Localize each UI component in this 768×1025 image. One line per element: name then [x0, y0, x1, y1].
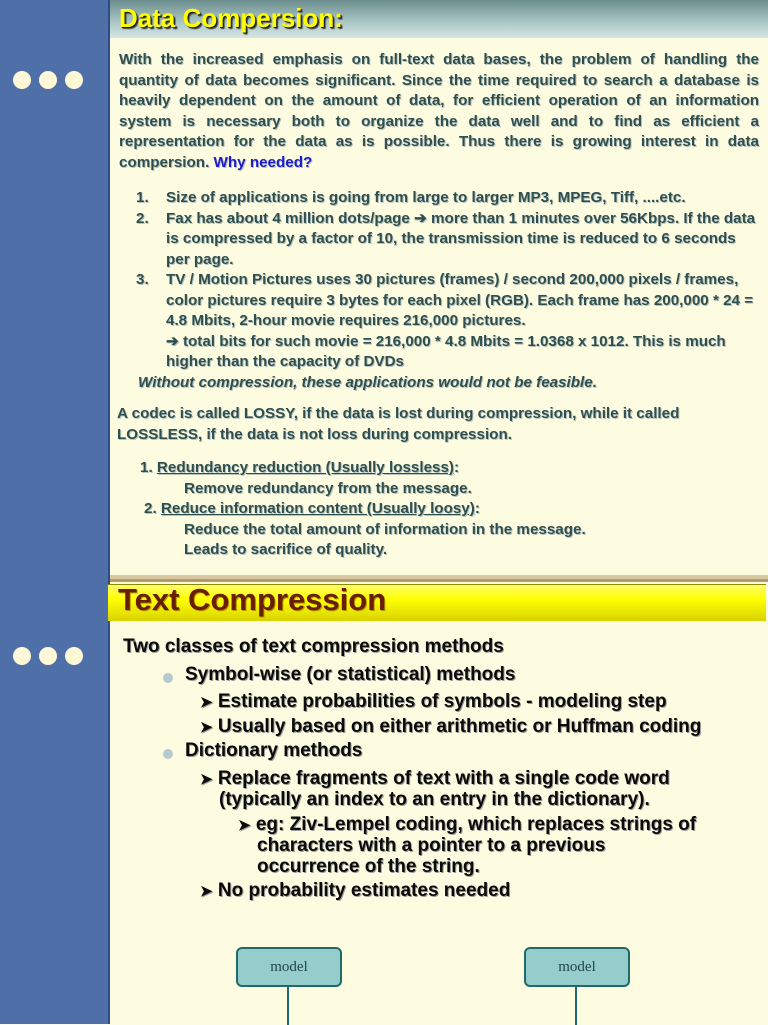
reason-number: 2.: [136, 209, 149, 227]
arrow-bullet-icon: ➤: [200, 694, 213, 711]
sidebar: [0, 0, 108, 1024]
reason-number: 3.: [136, 271, 149, 288]
dot-icon: [39, 647, 57, 665]
reason-text: Size of applications is going from large to larger MP3, MPEG, Tiff, ....etc.: [166, 189, 686, 206]
class1-point-text: Estimate probabilities of symbols - modeling step: [217, 691, 667, 712]
class2-subpoint-cont: characters with a pointer to a previous: [257, 835, 606, 856]
class2-point: [200, 768, 670, 790]
bullet-icon: [163, 749, 173, 759]
method-title: Redundancy reduction (Usually lossless): [156, 459, 454, 476]
slide2-bullet-dots: [13, 647, 83, 665]
codec-definition: A codec is called LOSSY, if the data is lost during compression, while it called LOSSLESS, if the data is not loss during compression.: [117, 405, 680, 443]
reasons-list: [132, 188, 758, 393]
arrow-bullet-icon: ➤: [238, 817, 251, 834]
class1-point-text: Usually based on either arithmetic or Huffman coding: [217, 716, 702, 737]
method-number: 1.: [140, 459, 153, 476]
method-title: Reduce information content (Usually loosy): [160, 500, 475, 517]
reason-item: [132, 209, 758, 271]
reason-number: 1.: [136, 189, 149, 206]
arrow-bullet-icon: ➤: [200, 719, 213, 736]
dot-icon: [65, 647, 83, 665]
reason-text: TV / Motion Pictures uses 30 pictures (frames) / second 200,000 pixels / frames, color pictures require 3 bytes for each pixel (RGB). Each frame has 200,000 * 24 = 4.8 Mbits, 2-hour movie requires 216,000 pictures.: [166, 271, 754, 329]
method-item: 1. Redundancy reduction (Usually lossless):: [140, 459, 460, 476]
connector-line: [287, 985, 289, 1025]
class2-subpoint-text: eg: Ziv-Lempel coding, which replaces strings of: [255, 814, 697, 835]
intro-text: With the increased emphasis on full-text data bases, the problem of handling the quantity of data becomes significant. Since the time required to search a database is heavily dependent on the amount of data, for efficient operation of an information system is necessary both to organize the data well and to find as efficient a representation for the data as is possible. Thus there is growing interest in data compersion.: [119, 51, 759, 171]
method-item: 2. Reduce information content (Usually loosy):: [144, 500, 480, 517]
model-box-right: model: [524, 947, 630, 987]
slide1-bullet-dots: [13, 71, 83, 89]
method-number: 2.: [144, 500, 157, 517]
bullet-icon: [163, 673, 173, 683]
class2-point-cont: (typically an index to an entry in the dictionary).: [219, 789, 650, 810]
arrow-bullet-icon: ➤: [200, 883, 213, 900]
dot-icon: [13, 647, 31, 665]
not-feasible-note: Without compression, these applications would not be feasible.: [138, 373, 597, 391]
class2-subpoint-cont: occurrence of the string.: [257, 856, 480, 877]
reason-item: [132, 270, 758, 373]
class2-point-text: Replace fragments of text with a single code word: [217, 768, 670, 789]
class2-heading: Dictionary methods: [185, 740, 363, 761]
arrow-bullet-icon: ➤: [200, 771, 213, 788]
method-detail: Leads to sacrifice of quality.: [184, 541, 388, 558]
dot-icon: [13, 71, 31, 89]
class2-point-text: No probability estimates needed: [217, 880, 511, 901]
why-needed-link[interactable]: Why needed?: [213, 153, 313, 171]
connector-line: [575, 985, 577, 1025]
reason-continuation: ➔ total bits for such movie = 216,000 * 4.8 Mbits = 1.0368 x 1012. This is much higher than the capacity of DVDs: [166, 332, 726, 370]
reason-item: [132, 188, 758, 209]
dot-icon: [65, 71, 83, 89]
slide1-intro: [119, 50, 759, 173]
class1-heading: Symbol-wise (or statistical) methods: [185, 664, 516, 685]
dot-icon: [39, 71, 57, 89]
class2-point: [200, 880, 510, 902]
reason-text: Fax has about 4 million dots/page ➔ more than 1 minutes over 56Kbps. If the data is compressed by a factor of 10, the transmission time is reduced to 6 seconds per page.: [166, 209, 756, 268]
slide2-title: Text Compression: [118, 582, 387, 617]
method-detail: Remove redundancy from the message.: [184, 479, 472, 497]
model-box-left: model: [236, 947, 342, 987]
class1-point: [200, 691, 667, 713]
method-detail: Reduce the total amount of information in the message.: [184, 520, 586, 538]
class1-point: [200, 716, 701, 738]
slide1-title: Data Compersion:: [119, 3, 343, 33]
slides: [110, 0, 768, 1024]
class2-subpoint: [238, 814, 696, 836]
methods-list: [140, 458, 740, 561]
slide2-intro: Two classes of text compression methods: [123, 636, 504, 657]
